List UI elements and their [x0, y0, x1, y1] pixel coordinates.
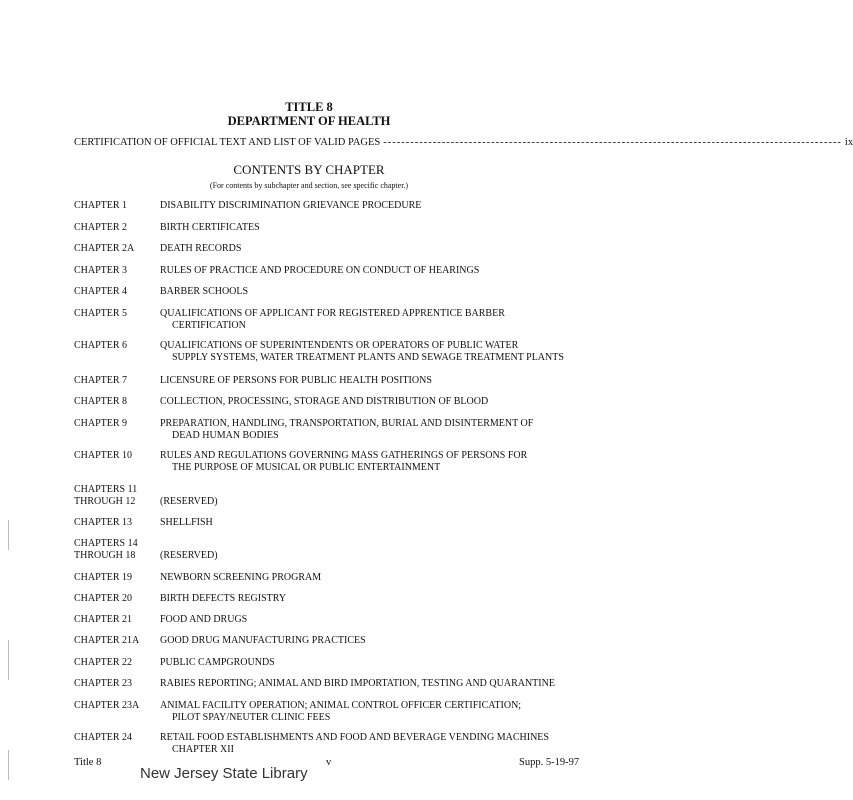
chapter-label: CHAPTER 6 — [74, 340, 128, 351]
contents-heading: CONTENTS BY CHAPTER — [233, 162, 385, 177]
chapter-title-text: BIRTH CERTIFICATES — [160, 222, 260, 233]
chapter-title — [160, 593, 600, 605]
chapter-title-text: RETAIL FOOD ESTABLISHMENTS AND FOOD AND BEVERAGE VENDING MACHINES — [160, 732, 549, 743]
chapter-title-text: PREPARATION, HANDLING, TRANSPORTATION, BURIAL AND DISINTERMENT OF — [160, 418, 534, 429]
chapter-title-text: RABIES REPORTING; ANIMAL AND BIRD IMPORTATION, TESTING AND QUARANTINE — [160, 678, 555, 689]
chapter-label: CHAPTER 24 — [74, 732, 133, 743]
chapter-label: CHAPTER 8 — [74, 396, 128, 407]
chapter-label: CHAPTER 2 — [74, 222, 128, 233]
chapter-label-range: THROUGH 12 — [74, 496, 136, 507]
chapter-title — [160, 450, 600, 474]
chapter-label: CHAPTER 4 — [74, 286, 128, 297]
chapter-label: CHAPTER 19 — [74, 572, 133, 583]
chapter-title-continuation: SUPPLY SYSTEMS, WATER TREATMENT PLANTS AND SEWAGE TREATMENT PLANTS — [172, 352, 564, 363]
chapter-label: CHAPTER 22 — [74, 657, 133, 668]
chapter-title — [160, 572, 600, 584]
chapter-title-text: NEWBORN SCREENING PROGRAM — [160, 572, 322, 583]
chapter-label-range: THROUGH 18 — [74, 550, 136, 561]
chapter-title-text: FOOD AND DRUGS — [160, 614, 248, 625]
chapter-title — [160, 418, 600, 442]
footer-page-number: v — [326, 757, 332, 768]
chapter-title-text: ANIMAL FACILITY OPERATION; ANIMAL CONTROL OFFICER CERTIFICATION; — [160, 700, 522, 711]
chapter-title-text: RULES OF PRACTICE AND PROCEDURE ON CONDUCT OF HEARINGS — [160, 265, 480, 276]
chapter-title — [160, 200, 600, 212]
chapter-title-continuation: THE PURPOSE OF MUSICAL OR PUBLIC ENTERTAINMENT — [172, 462, 441, 473]
chapter-title-continuation: DEAD HUMAN BODIES — [172, 430, 279, 441]
chapter-title — [160, 396, 600, 408]
chapter-title — [160, 375, 600, 387]
chapter-label: CHAPTER 2A — [74, 243, 135, 254]
certification-line — [74, 137, 853, 148]
chapter-label: CHAPTER 1 — [74, 200, 128, 211]
chapter-title-text: (RESERVED) — [160, 496, 218, 507]
chapter-title-text: RULES AND REGULATIONS GOVERNING MASS GATHERINGS OF PERSONS FOR — [160, 450, 528, 461]
chapter-title-text: LICENSURE OF PERSONS FOR PUBLIC HEALTH POSITIONS — [160, 375, 432, 386]
chapter-title — [160, 550, 600, 562]
chapter-title — [160, 222, 600, 234]
chapter-title-text: DISABILITY DISCRIMINATION GRIEVANCE PROCEDURE — [160, 200, 422, 211]
chapter-title — [160, 678, 600, 690]
title-number: TITLE 8 — [285, 100, 333, 114]
chapter-title-continuation: CHAPTER XII — [172, 744, 234, 755]
chapter-title — [160, 657, 600, 669]
margin-scan-mark — [8, 750, 9, 780]
chapter-label: CHAPTER 23A — [74, 700, 140, 711]
chapter-title — [160, 243, 600, 255]
chapter-label: CHAPTER 21A — [74, 635, 140, 646]
chapter-title-text: QUALIFICATIONS OF APPLICANT FOR REGISTERED APPRENTICE BARBER — [160, 308, 505, 319]
chapter-label: CHAPTER 5 — [74, 308, 128, 319]
chapter-title-text: GOOD DRUG MANUFACTURING PRACTICES — [160, 635, 366, 646]
chapter-title-continuation: CERTIFICATION — [172, 320, 246, 331]
chapter-title-text: (RESERVED) — [160, 550, 218, 561]
certification-page: ix — [844, 137, 853, 148]
contents-note: (For contents by subchapter and section, see specific chapter.) — [209, 181, 409, 190]
chapter-title — [160, 517, 600, 529]
leader-dots: ------------------------------------------------------------------------------------------------------ — [383, 137, 842, 148]
chapter-title-text: COLLECTION, PROCESSING, STORAGE AND DISTRIBUTION OF BLOOD — [160, 396, 489, 407]
chapter-label: CHAPTERS 11 THROUGH 12 — [74, 484, 138, 507]
department-heading: DEPARTMENT OF HEALTH — [227, 114, 391, 128]
chapter-label: CHAPTER 21 — [74, 614, 133, 625]
chapter-title-text: BIRTH DEFECTS REGISTRY — [160, 593, 287, 604]
chapter-label: CHAPTER 3 — [74, 265, 128, 276]
chapter-title-text: PUBLIC CAMPGROUNDS — [160, 657, 275, 668]
chapter-title — [160, 265, 600, 277]
footer-supplement: Supp. 5-19-97 — [519, 757, 580, 768]
chapter-label: CHAPTER 13 — [74, 517, 133, 528]
chapter-title-text: DEATH RECORDS — [160, 243, 242, 254]
certification-label: CERTIFICATION OF OFFICIAL TEXT AND LIST OF VALID PAGES — [74, 137, 381, 148]
chapter-title — [160, 614, 600, 626]
chapter-label: CHAPTER 9 — [74, 418, 128, 429]
footer-left: Title 8 — [74, 757, 102, 768]
margin-scan-mark — [8, 520, 9, 550]
chapter-title — [160, 286, 600, 298]
library-stamp: New Jersey State Library — [140, 765, 308, 782]
chapter-title — [160, 496, 600, 508]
chapter-title — [160, 308, 600, 332]
chapter-title-text: SHELLFISH — [160, 517, 213, 528]
chapter-title — [160, 732, 600, 756]
chapter-title — [160, 700, 600, 724]
chapter-title-text: BARBER SCHOOLS — [160, 286, 249, 297]
chapter-label: CHAPTER 10 — [74, 450, 133, 461]
chapter-title — [160, 635, 600, 647]
margin-scan-mark — [8, 640, 9, 680]
chapter-label: CHAPTER 20 — [74, 593, 133, 604]
chapter-title-continuation: PILOT SPAY/NEUTER CLINIC FEES — [172, 712, 331, 723]
chapter-label: CHAPTER 23 — [74, 678, 133, 689]
chapter-title-text: QUALIFICATIONS OF SUPERINTENDENTS OR OPERATORS OF PUBLIC WATER — [160, 340, 519, 351]
chapter-title — [160, 340, 600, 364]
chapter-label: CHAPTER 7 — [74, 375, 128, 386]
chapter-label: CHAPTERS 14 THROUGH 18 — [74, 538, 138, 561]
